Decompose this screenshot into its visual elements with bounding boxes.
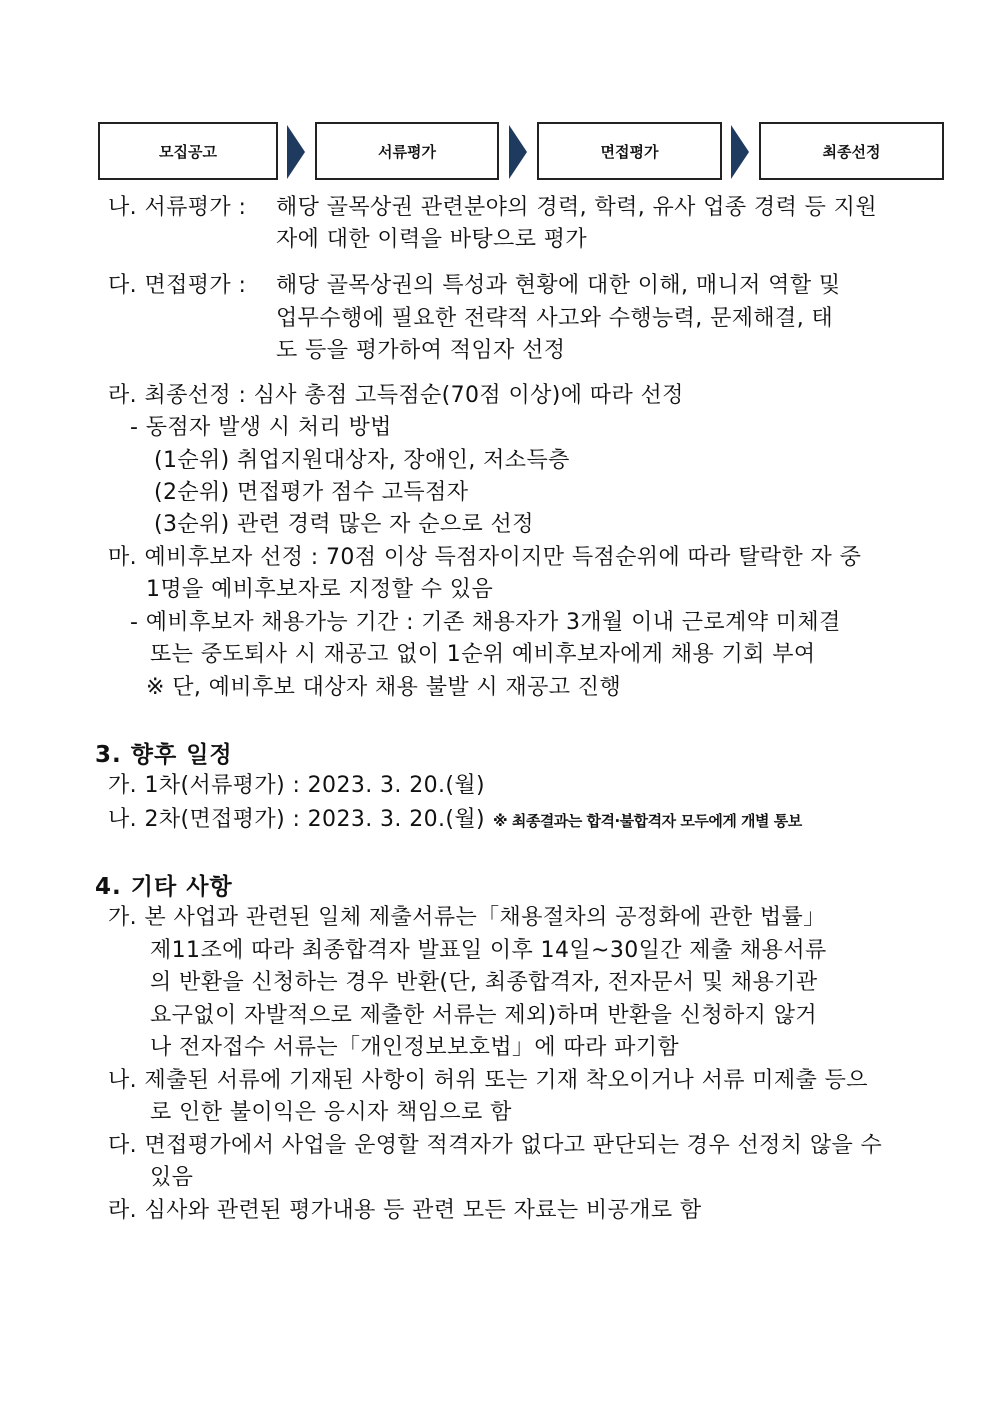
schedule-item: 나. 2차(면접평가) : 2023. 3. 20.(월) ※ 최종결과는 합격·불합격자 모두에게 개별 통보 — [108, 807, 802, 832]
reserve-text: 1명을 예비후보자로 지정할 수 있음 — [146, 577, 494, 602]
tie-rank: (3순위) 관련 경력 많은 자 순으로 선정 — [154, 512, 534, 537]
step-final-selection: 최종선정 — [759, 122, 944, 180]
section-heading-schedule: 3. 향후 일정 — [95, 742, 233, 768]
criteria-text: 해당 골목상권 관련분야의 경력, 학력, 유사 업종 경력 등 지원 — [276, 195, 877, 220]
etc-text: 의 반환을 신청하는 경우 반환(단, 최종합격자, 전자문서 및 채용기관 — [150, 970, 818, 995]
etc-text: 라. 심사와 관련된 평가내용 등 관련 모든 자료는 비공개로 함 — [108, 1198, 702, 1223]
criteria-label-interview: 다. 면접평가 : — [108, 273, 247, 298]
schedule-note: ※ 최종결과는 합격·불합격자 모두에게 개별 통보 — [493, 812, 802, 830]
criteria-text: 자에 대한 이력을 바탕으로 평가 — [276, 227, 588, 252]
step-recruit-notice: 모집공고 — [98, 122, 278, 180]
reserve-text: 마. 예비후보자 선정 : 70점 이상 득점자이지만 득점순위에 따라 탈락한 자 중 — [108, 545, 862, 570]
step-interview: 면접평가 — [537, 122, 722, 180]
criteria-label-document: 나. 서류평가 : — [108, 195, 247, 220]
etc-text: 다. 면접평가에서 사업을 운영할 적격자가 없다고 판단되는 경우 선정치 않을 수 — [108, 1133, 883, 1158]
etc-text: 있음 — [150, 1165, 194, 1190]
tie-rule: - 동점자 발생 시 처리 방법 — [130, 415, 392, 440]
etc-text: 나. 제출된 서류에 기재된 사항이 허위 또는 기재 착오이거나 서류 미제출 등으 — [108, 1068, 868, 1093]
etc-text: 제11조에 따라 최종합격자 발표일 이후 14일~30일간 제출 채용서류 — [150, 938, 827, 963]
arrow-icon — [509, 125, 527, 179]
etc-text: 나 전자접수 서류는「개인정보보호법」에 따라 파기함 — [150, 1035, 680, 1060]
etc-text: 요구없이 자발적으로 제출한 서류는 제외)하며 반환을 신청하지 않거 — [150, 1003, 817, 1028]
criteria-text: 도 등을 평가하여 적임자 선정 — [276, 338, 566, 363]
section-heading-etc: 4. 기타 사항 — [95, 874, 233, 900]
criteria-text: 해당 골목상권의 특성과 현황에 대한 이해, 매니저 역할 및 — [276, 273, 841, 298]
criteria-final: 라. 최종선정 : 심사 총점 고득점순(70점 이상)에 따라 선정 — [108, 383, 684, 408]
criteria-text: 업무수행에 필요한 전략적 사고와 수행능력, 문제해결, 태 — [276, 306, 834, 331]
arrow-icon — [731, 125, 749, 179]
etc-text: 가. 본 사업과 관련된 일체 제출서류는「채용절차의 공정화에 관한 법률」 — [108, 905, 826, 930]
tie-rank: (2순위) 면접평가 점수 고득점자 — [154, 480, 469, 505]
process-flow — [98, 122, 944, 180]
tie-rank: (1순위) 취업지원대상자, 장애인, 저소득층 — [154, 448, 570, 473]
etc-text: 로 인한 불이익은 응시자 책임으로 함 — [150, 1100, 512, 1125]
arrow-icon — [287, 125, 305, 179]
schedule-item: 가. 1차(서류평가) : 2023. 3. 20.(월) — [108, 773, 486, 798]
reserve-note: ※ 단, 예비후보 대상자 채용 불발 시 재공고 진행 — [146, 675, 622, 700]
step-document-review: 서류평가 — [315, 122, 499, 180]
reserve-period: 또는 중도퇴사 시 재공고 없이 1순위 예비후보자에게 채용 기회 부여 — [150, 642, 816, 667]
reserve-period: - 예비후보자 채용가능 기간 : 기존 채용자가 3개월 이내 근로계약 미체결 — [130, 610, 841, 635]
